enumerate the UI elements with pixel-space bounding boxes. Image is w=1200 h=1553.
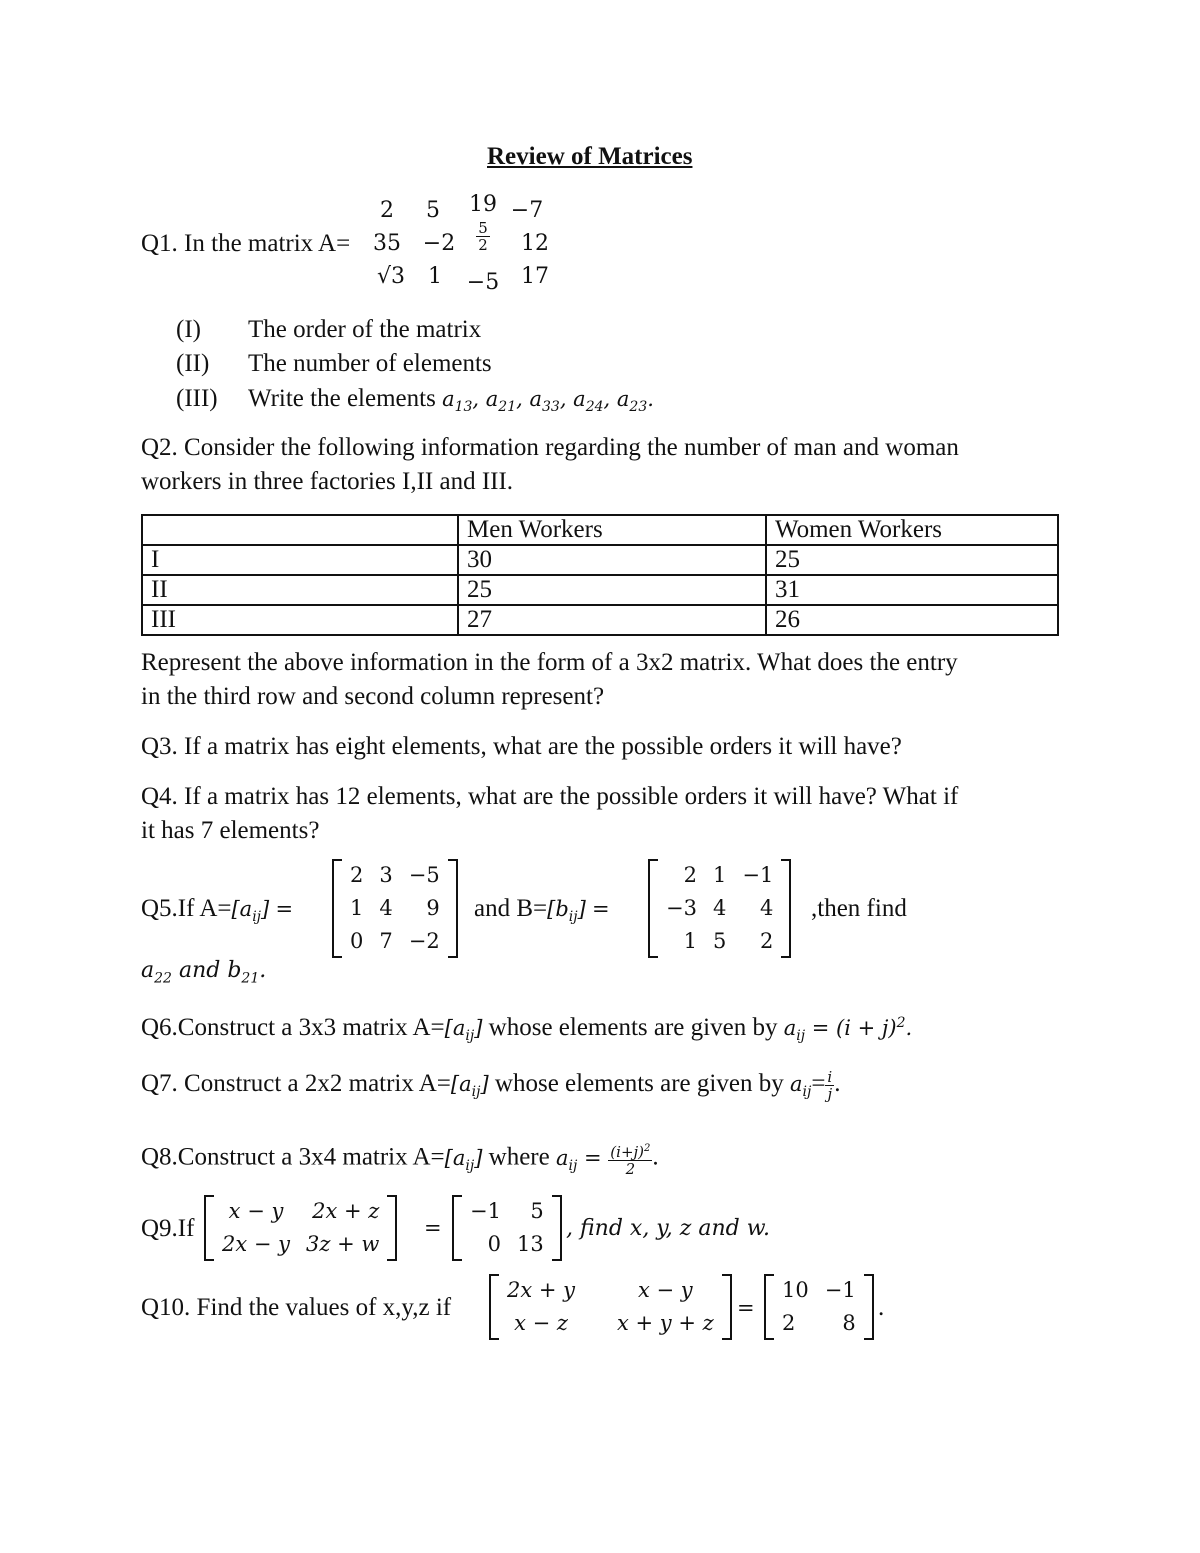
- q9-suffix: , find x, y, z and w.: [566, 1216, 770, 1241]
- q1-cell: −7: [510, 198, 544, 223]
- q1-cell: 2: [380, 198, 394, 223]
- table-cell: 26: [766, 605, 1058, 635]
- equals-sign: =: [424, 1216, 442, 1240]
- matrix-cell: 2: [782, 1311, 796, 1335]
- q2-line: workers in three factories I,II and III.: [141, 468, 514, 495]
- matrix-cell: 0: [487, 1232, 501, 1256]
- q1-matrix: [364, 192, 564, 302]
- q10-period: .: [878, 1294, 885, 1321]
- q2-line: Represent the above information in the form of a 3x2 matrix. What does the entry: [141, 649, 958, 676]
- page-title: Review of Matrices: [487, 143, 693, 170]
- table-cell: 25: [458, 575, 766, 605]
- q1-cell: 35: [373, 231, 401, 256]
- table-cell: 30: [458, 545, 766, 575]
- matrix-cell: 2: [683, 863, 697, 887]
- table-cell: III: [142, 605, 458, 635]
- matrix-cell: −3: [666, 896, 697, 920]
- table-row: [142, 575, 1058, 605]
- table-cell: 25: [766, 545, 1058, 575]
- table-row: [142, 605, 1058, 635]
- matrix-cell: −5: [408, 863, 440, 887]
- matrix-cell: x − y: [638, 1278, 693, 1302]
- table-cell: 27: [458, 605, 766, 635]
- matrix-cell: 10: [782, 1278, 809, 1302]
- q10-matrix-right: [764, 1274, 874, 1340]
- q1-cell: 19: [469, 192, 497, 217]
- q1-item-text: Write the elements $a_{13}$, $a_{21}$, $a_{33}$, $a_{24}$, $a_{23}$.: [248, 385, 654, 416]
- matrix-cell: x + y + z: [617, 1311, 714, 1335]
- q1-text: Q1. In the matrix A=: [141, 230, 351, 257]
- matrix-cell: 9: [426, 896, 440, 920]
- q5-find: $a_{22}$ and $b_{21}$.: [141, 958, 267, 987]
- q9-matrix-right: [452, 1195, 562, 1261]
- matrix-cell: x − y: [228, 1199, 284, 1223]
- q1-cell: 17: [521, 264, 549, 289]
- matrix-cell: −2: [408, 929, 440, 953]
- table-row: [142, 545, 1058, 575]
- q8-text: Q8.Construct a 3x4 matrix $A=[a_{ij}]$ where $a_{ij}$ = $\frac{(i+j)^2}{2}$ .: [141, 1143, 659, 1178]
- matrix-cell: 13: [516, 1232, 544, 1256]
- matrix-cell: 4: [712, 896, 727, 920]
- q1-cell: −2: [422, 231, 456, 256]
- matrix-cell: 3: [379, 863, 393, 887]
- matrix-cell: −1: [824, 1278, 856, 1302]
- matrix-cell: 2: [759, 929, 774, 953]
- q10-matrix-left: [489, 1274, 732, 1340]
- equals-sign: =: [737, 1296, 755, 1320]
- matrix-cell: 4: [379, 896, 393, 920]
- q5-matrix-a: [332, 859, 458, 958]
- q1-cell: 12: [521, 231, 549, 256]
- matrix-cell: 2x − y: [222, 1232, 291, 1256]
- table-row: [142, 515, 1058, 545]
- matrix-cell: x − z: [514, 1311, 568, 1335]
- q1-cell: √3: [376, 264, 405, 289]
- q1-cell: 1: [428, 264, 442, 289]
- matrix-cell: 2x + y: [507, 1278, 576, 1302]
- q1-item-text: The order of the matrix: [248, 316, 482, 343]
- matrix-cell: 5: [712, 929, 727, 953]
- q7-text: Q7. Construct a 2x2 matrix $A=[a_{ij}]$ whose elements are given by $a_{ij}=$ $\frac{i}{j}$ .: [141, 1068, 841, 1103]
- q1-cell: 5: [426, 198, 440, 223]
- q1-item-text: The number of elements: [248, 350, 492, 377]
- matrix-cell: 8: [842, 1311, 856, 1335]
- matrix-cell: 4: [759, 896, 774, 920]
- q2-line: Q2. Consider the following information regarding the number of man and woman: [141, 434, 959, 461]
- q2-line: in the third row and second column represent?: [141, 683, 605, 710]
- table-cell: Men Workers: [458, 515, 766, 545]
- matrix-cell: 3z + w: [306, 1232, 380, 1256]
- matrix-cell: 0: [350, 929, 364, 953]
- matrix-cell: 2x + z: [312, 1199, 380, 1223]
- table-cell: Women Workers: [766, 515, 1058, 545]
- matrix-cell: −1: [742, 863, 774, 887]
- matrix-cell: 1: [350, 896, 364, 920]
- q3-text: Q3. If a matrix has eight elements, what are the possible orders it will have?: [141, 733, 902, 760]
- q1-item-label: (II): [176, 350, 210, 377]
- table-cell: I: [142, 545, 458, 575]
- matrix-cell: −1: [470, 1199, 501, 1223]
- q10-prefix: Q10. Find the values of x,y,z if: [141, 1294, 452, 1321]
- table-cell: 31: [766, 575, 1058, 605]
- q5-matrix-b: [648, 859, 791, 958]
- table-cell: II: [142, 575, 458, 605]
- q6-text: Q6.Construct a 3x3 matrix $A=[a_{ij}]$ whose elements are given by $a_{ij} = (i + j)^2$.: [141, 1014, 913, 1045]
- matrix-cell: 5: [530, 1199, 544, 1223]
- q9-matrix-left: [204, 1195, 397, 1261]
- matrix-cell: 7: [379, 929, 393, 953]
- matrix-cell: 1: [712, 863, 727, 887]
- q1-item-label: (I): [176, 316, 201, 343]
- table-cell: [142, 515, 458, 545]
- q5-suffix: ,then find: [811, 895, 907, 922]
- q5-mid: and $B=[b_{ij}]$ =: [474, 895, 610, 926]
- q4-line: Q4. If a matrix has 12 elements, what are the possible orders it will have? What if: [141, 783, 959, 810]
- q1-item-label: (III): [176, 385, 218, 412]
- q5-text: Q5.If $A=[a_{ij}]$ =: [141, 895, 294, 926]
- q4-line: it has 7 elements?: [141, 817, 320, 844]
- q1-fraction: $\frac{5}{2}$: [478, 219, 488, 254]
- matrix-cell: 2: [350, 863, 364, 887]
- matrix-cell: 1: [683, 929, 697, 953]
- workers-table: [141, 514, 1059, 636]
- q9-prefix: Q9.If: [141, 1215, 195, 1242]
- q1-cell: −5: [466, 270, 500, 295]
